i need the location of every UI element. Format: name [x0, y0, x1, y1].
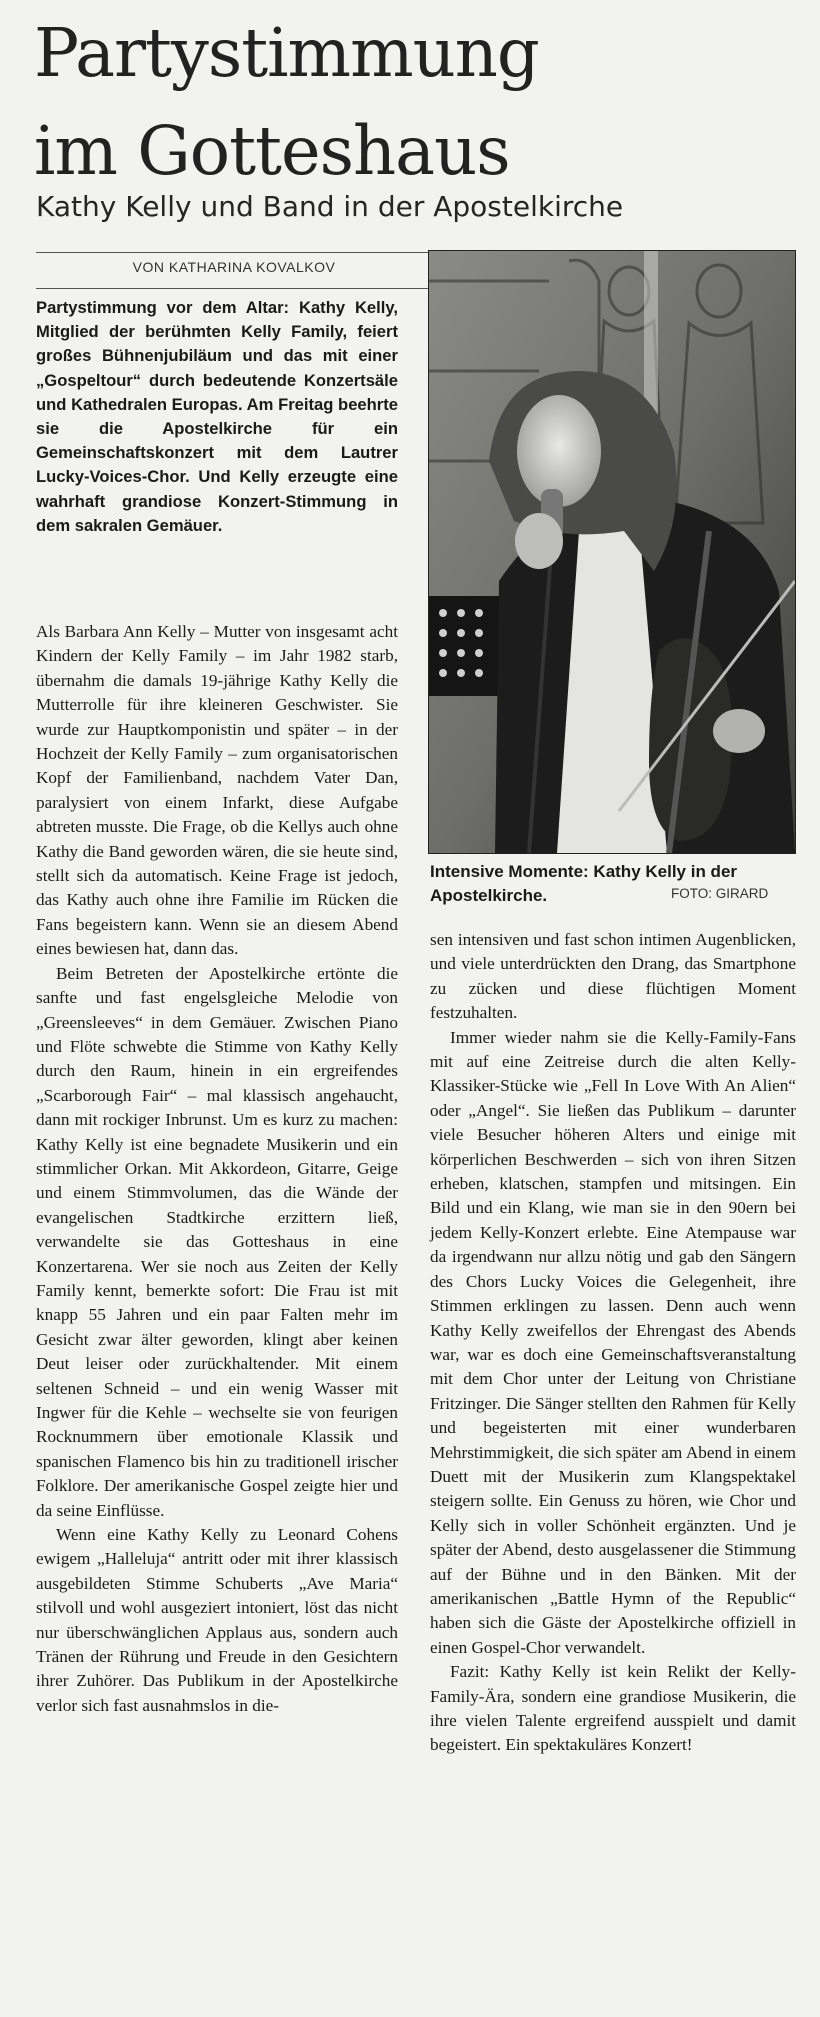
photo-caption: Intensive Momente: Kathy Kelly in der Apostelkirche.: [430, 862, 738, 905]
concert-photo: [428, 250, 796, 854]
body-paragraph: Fazit: Kathy Kelly ist kein Relikt der Kelly-Family-Ära, sondern eine grandiose Musikerin, die ihre vielen Talente ergreifend ausspielt und damit begeistert. Ein spektakuläres Konzert!: [430, 1662, 796, 1755]
article-column-1: [36, 620, 398, 1718]
article-column-2: [430, 928, 796, 1758]
headline: [34, 4, 794, 200]
photo-credit: FOTO: GIRARD: [671, 886, 769, 901]
lead-paragraph: Partystimmung vor dem Altar: Kathy Kelly, Mitglied der berühmten Kelly Family, feiert großes Bühnenjubiläum und das mit einer „Gospeltour“ durch bedeutende Konzertsäle und Kathedralen Europas. Am Freitag beehrte sie die Apostelkirche für ein Gemeinschaftskonzert mit dem Lautrer Lucky-Voices-Chor. Und Kelly erzeugte eine wahrhaft grandiose Konzert-Stimmung in dem sakralen Gemäuer.: [36, 298, 398, 535]
body-paragraph: sen intensiven und fast schon intimen Augenblicken, und viele unterdrückten den Drang, das Smartphone zu zücken und diese flüchtigen Moment festzuhalten.: [430, 930, 796, 1023]
byline: VON KATHARINA KOVALKOV: [132, 259, 336, 275]
body-paragraph: Wenn eine Kathy Kelly zu Leonard Cohens ewigem „Halleluja“ antritt oder mit ihrer klassisch ausgebildeten Stimme Schuberts „Ave Maria“ stilvoll und wohl ausgeziert intoniert, löst das nicht nur überschwänglichen Applaus aus, sondern auch Tränen der Rührung und Freude in den Gesichtern ihrer Zuhörer. Das Publikum in der Apostelkirche verlor sich fast ausnahmslos in die-: [36, 1525, 398, 1715]
headline-line-1: Partystimmung: [34, 14, 539, 92]
headline-line-2: im Gotteshaus: [34, 112, 510, 190]
body-paragraph: Beim Betreten der Apostelkirche ertönte die sanfte und fast engelsgleiche Melodie von „Greensleeves“ in dem Gemäuer. Zwischen Piano und Flöte schwebte die Stimme von Kathy Kelly durch den Raum, hinein in ein ergreifendes „Scarborough Fair“ – mal klassisch angehaucht, dann mit rockiger Inbrunst. Um es kurz zu machen: Kathy Kelly ist eine begnadete Musikerin und ein stimmlicher Orkan. Mit Akkordeon, Gitarre, Geige und einem Stimmvolumen, das die Wände der evangelischen Stadtkirche erzittern ließ, verwandelte sie das Gotteshaus in eine Konzertarena. Wer sie noch aus Zeiten der Kelly Family kennt, bemerkte sofort: Die Frau ist mit knapp 55 Jahren und ein paar Falten mehr im Gesicht zwar älter geworden, klingt aber keinen Deut leiser oder zurückhaltender. Mit einem seltenen Schneid – und ein wenig Wasser mit Ingwer für die Kehle – wechselte sie von feurigen Rocknummern über emotionale Klassik und spanischen Flamenco bis hin zu traditionell irischer Folklore. Der amerikanische Gospel zeigte hier und da seine Einflüsse.: [36, 963, 398, 1520]
subheadline: Kathy Kelly und Band in der Apostelkirche: [36, 190, 624, 223]
byline-rule-bottom: [36, 288, 432, 289]
body-paragraph: Als Barbara Ann Kelly – Mutter von insgesamt acht Kindern der Kelly Family – im Jahr 1982 starb, übernahm die damals 19-jährige Kathy Kelly die Mutterrolle für ihre kleineren Geschwister. Sie wurde zur Hauptkomponistin und später – in der Hochzeit der Kelly Family – zum organisatorischen Kopf der Familienband, nachdem Vater Dan, paralysiert von einem Infarkt, diese Aufgabe abtreten musste. Die Frage, ob die Kellys auch ohne Kathy die Band geworden wären, die sie heute sind, stellt sich da automatisch. Keine Frage ist jedoch, das Kathy auch ohne ihre Familie im Rücken die Fans begeistern kann. Wenn sie an diesem Abend eines bewiesen hat, dann das.: [36, 622, 398, 959]
concert-photo-illustration: [429, 251, 795, 853]
byline-rule-top: [36, 252, 432, 253]
body-paragraph: Immer wieder nahm sie die Kelly-Family-Fans mit auf eine Zeitreise durch die alten Kelly-Klassiker-Stücke wie „Fell In Love With An Alien“ oder „Angel“. Sie ließen das Publikum – darunter viele Besucher höheren Alters und einige mit körperlichen Beschwerden – sich von ihren Sitzen erheben, klatschen, stampfen und mitsingen. Ein Bild und ein Klang, wie man sie in den 90ern bei jedem Kelly-Konzert erlebte. Eine Atempause war da irgendwann nur allzu nötig und gab den Sängern des Chors Lucky Voices die Gelegenheit, ihre Stimmen erklingen zu lassen. Denn auch wenn Kathy Kelly zweifellos der Ehrengast des Abends war, war es doch eine Gemeinschaftsveranstaltung mit dem Chor unter der Leitung von Christiane Fritzinger. Die Sänger stellten den Rahmen für Kelly und begeisterten mit einer wunderbaren Mehrstimmigkeit, die sich später am Abend in einem Duett mit der Musikerin zum Klangspektakel steigern sollte. Ein Genuss zu hören, wie Chor und Kelly sich in voller Schönheit ergänzten. Und je später der Abend, desto ausgelassener die Stimmung auf der Bühne und in den Bänken. Mit der amerikanischen „Battle Hymn of the Republic“ haben sich die Gäste der Apostelkirche offiziell in einen Gospel-Chor verwandelt.: [430, 1027, 796, 1657]
